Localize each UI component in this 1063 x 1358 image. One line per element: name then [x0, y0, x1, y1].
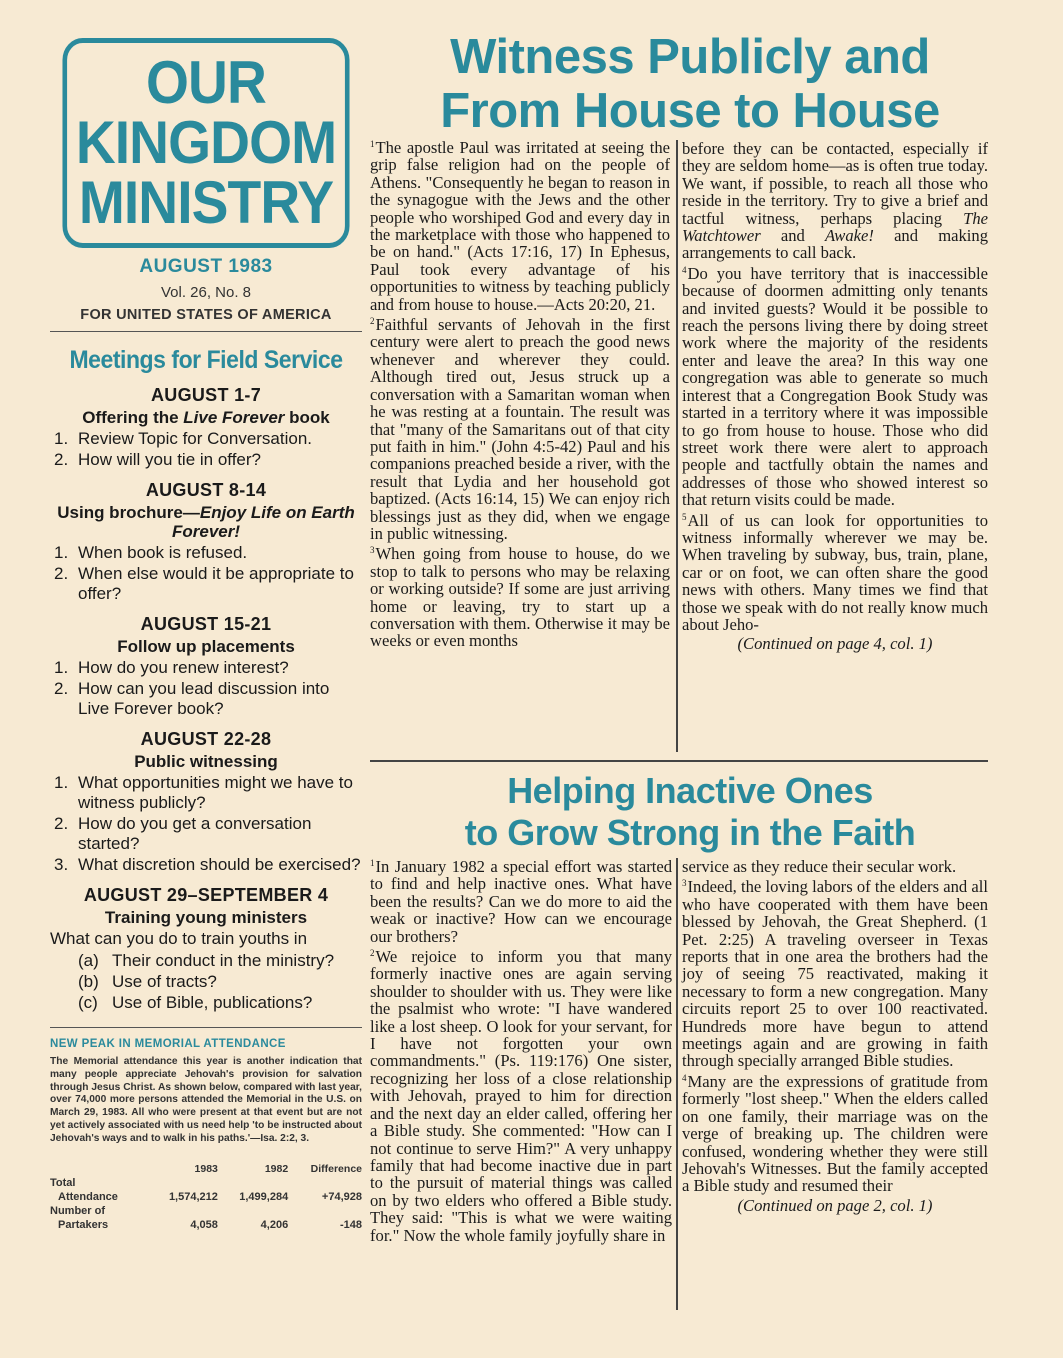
section-divider	[370, 760, 988, 762]
issue-info	[50, 256, 362, 332]
issue-volume: Vol. 26, No. 8	[160, 284, 252, 301]
memorial-title: NEW PEAK IN MEMORIAL ATTENDANCE	[50, 1038, 286, 1050]
week-block	[50, 885, 362, 1013]
week-date: AUGUST 15-21	[140, 614, 272, 634]
article2-column2	[682, 858, 988, 1214]
week-topic: Public witnessing	[134, 752, 278, 771]
table-header: 1982	[264, 1162, 289, 1175]
row-label: Number of	[50, 1204, 105, 1217]
paragraph: before they can be contacted, especially if they are seldom home—as is often true today. We want, if possible, to reach all those who reside in the territory. Try to give a brief and tactful witness, perhaps placing The Watchtower and Awake! and making arrangements to call back.	[682, 139, 988, 263]
paragraph: $^3$When going from house to house, do we stop to talk to persons who may be relaxing or working outside? If some are just arriving home or leaving, try to start up a conversation with them. Otherwise it may be weeks or even months	[370, 544, 670, 651]
week-topic: Training young ministers	[104, 908, 308, 927]
paragraph: service as they reduce their secular work.	[682, 857, 957, 876]
week-topic: Follow up placements	[117, 637, 295, 656]
list-item: 3. What discretion should be exercised?	[54, 855, 361, 874]
masthead-line: MINISTRY	[78, 169, 334, 236]
meetings-title: Meetings for Field Service	[69, 346, 343, 374]
week-date: AUGUST 8-14	[145, 480, 267, 500]
paragraph: $^5$All of us can look for opportunities to witness informally wherever we may be. When traveling by subway, bus, train, plane, car or on foot, we can often share the good news with others. Many times we find that those we speak with do not really know much about Jeho-	[682, 510, 988, 634]
article1-column2	[682, 140, 988, 653]
memorial-table	[50, 1162, 362, 1232]
masthead-line: OUR	[146, 49, 266, 116]
paragraph: $^1$The apostle Paul was irritated at seeing the grip false religion had on the people of Athens. "Consequently he began to reason in the synagogue with the Jews and the other people who worshiped God and every day in the marketplace with those who happened to be on hand." (Acts 17:16, 17) In Ephesus, Paul took every advantage of his opportunities to witness by teaching publicly and from house to house.—Acts 20:20, 21.	[370, 138, 670, 314]
week-date: AUGUST 29–SEPTEMBER 4	[83, 885, 329, 905]
list-item: 1. Review Topic for Conversation.	[54, 429, 313, 448]
week-date: AUGUST 22-28	[140, 729, 272, 749]
list-item: 2. How will you tie in offer?	[54, 450, 261, 469]
list-item: 2. When else would it be appropriate to offer?	[54, 564, 354, 603]
week-date: AUGUST 1-7	[150, 385, 261, 405]
table-cell: 4,206	[260, 1218, 289, 1231]
list-item: (b) Use of tracts?	[78, 972, 217, 991]
table-cell: 4,058	[190, 1218, 218, 1231]
week-topic: Offering the Live Forever book	[82, 408, 330, 427]
paragraph: $^1$In January 1982 a special effort was started to find and help inactive ones. What have been the results? Can we do more to aid the weak or inactive? How can we encourage our brothers?	[370, 857, 672, 946]
table-cell: 1,499,284	[239, 1190, 289, 1203]
article1-title: Witness Publicly and From House to House	[440, 30, 940, 138]
week-block	[50, 614, 362, 719]
left-sidebar	[50, 38, 362, 1232]
issue-country: FOR UNITED STATES OF AMERICA	[80, 307, 332, 323]
table-header: Difference	[310, 1162, 362, 1175]
column-divider	[676, 858, 678, 1310]
list-item: (c) Use of Bible, publications?	[78, 993, 313, 1012]
week-block	[50, 480, 362, 604]
week-lead: What can you do to train youths in	[50, 929, 308, 948]
paragraph: $^2$Faithful servants of Jehovah in the first century were alert to preach the good news whenever and wherever they could. Although tired out, Jesus struck up a conversation with a Samaritan woman when he was resting at a fountain. The result was that "many of the Samaritans out of that city put faith in him." (John 4:5-42) Paul and his companions preached beside a river, with the result that Lydia and her household got baptized. (Acts 16:14, 15) We can enjoy rich blessings just as they did, when we engage in public witnessing.	[370, 315, 670, 543]
table-header: 1983	[194, 1162, 218, 1175]
row-label: Attendance	[58, 1190, 118, 1203]
memorial-body: The Memorial attendance this year is another indication that many people appreciate Jehovah's provision for salvation through Jesus Christ. As shown below, compared with last year, over 74,000 more persons attended the Memorial in the U.S. on March 29, 1983. All who were present at that event but are not yet actively associated with us need help 'to be instructed about Jehovah's ways and to walk in his paths.'—Isa. 2:2, 3.	[50, 1056, 362, 1144]
paragraph: $^4$Do you have territory that is inaccessible because of doormen admitting only tenants and invited guests? Would it be possible to reach the persons living there by doing street work where the majority of the residents enter and leave the area? In this way one congregation was able to generate so much interest that a Congregation Book Study was started in a territory where it was impossible to go from house to house. Those who did street work there were alert to approach people and tactfully obtain the names and addresses of those who showed interest so that return visits could be made.	[682, 263, 988, 510]
paragraph: $^2$We rejoice to inform you that many formerly inactive ones are again serving shoulder to shoulder with us. They were like the psalmist who wrote: "I have wandered like a lost sheep. O look for your servant, for I have not forgotten your own commandments." (Ps. 119:176) One sister, recognizing her loss of a close relationship with Jehovah, prayed to him for direction and the next day an elder called, offering her a Bible study. She commented: "How can I not continue to serve Him?" A very unhappy family that had become inactive due in part to the pursuit of material things was called on by two elders who offered a Bible study. They said: "This is what we were waiting for." Now the whole family joyfully share in	[370, 947, 672, 1245]
list-item: 1. When book is refused.	[54, 543, 248, 562]
row-label: Total	[50, 1176, 76, 1189]
table-row	[50, 1190, 362, 1204]
paragraph: $^3$Indeed, the loving labors of the elders and all who have cooperated with them have been blessed by Jehovah, the Great Shepherd. (1 Pet. 2:25) A traveling overseer in Texas reports that in one area the brothers had the joy of seeing 75 reactivated, making it necessary to form a new congregation. Many circuits report 25 to over 100 reactivated. Hundreds more have begun to attend meetings again and are growing in faith through specially arranged Bible studies.	[682, 877, 988, 1071]
memorial-box	[50, 1027, 362, 1232]
continued-note: (Continued on page 2, col. 1)	[737, 1195, 933, 1215]
week-block	[50, 729, 362, 875]
article2-title: Helping Inactive Ones to Grow Strong in the Faith	[464, 770, 916, 853]
masthead-logo	[62, 38, 349, 248]
table-cell: -148	[339, 1218, 362, 1231]
column-divider	[676, 140, 678, 752]
article1-column1	[370, 136, 670, 751]
list-item: 1. How do you renew interest?	[54, 658, 289, 677]
week-block	[50, 385, 362, 470]
list-item: (a) Their conduct in the ministry?	[78, 951, 335, 970]
table-row	[50, 1176, 362, 1190]
row-label: Partakers	[58, 1218, 109, 1231]
table-row	[50, 1204, 362, 1218]
continued-note: (Continued on page 4, col. 1)	[737, 634, 933, 654]
table-row	[50, 1218, 362, 1232]
list-item: 2. How do you get a conversation started?	[54, 814, 312, 853]
article2-column1	[370, 855, 672, 1310]
table-cell: 1,574,212	[168, 1190, 218, 1203]
week-topic: Using brochure—Enjoy Life on Earth Forever!	[57, 503, 355, 541]
list-item: 2. How can you lead discussion into Live Forever book?	[54, 679, 330, 718]
paragraph: $^4$Many are the expressions of gratitude from formerly "lost sheep." When the elders called on one family, their marriage was on the verge of breaking up. The children were confused, wondering whether they were still Jehovah's Witnesses. But the family accepted a Bible study and resumed their	[682, 1071, 988, 1196]
table-header-row	[50, 1162, 362, 1176]
list-item: 1. What opportunities might we have to witness publicly?	[54, 773, 353, 812]
masthead-line: KINGDOM	[75, 109, 337, 176]
table-cell: +74,928	[321, 1190, 362, 1203]
issue-month: AUGUST 1983	[139, 256, 273, 277]
